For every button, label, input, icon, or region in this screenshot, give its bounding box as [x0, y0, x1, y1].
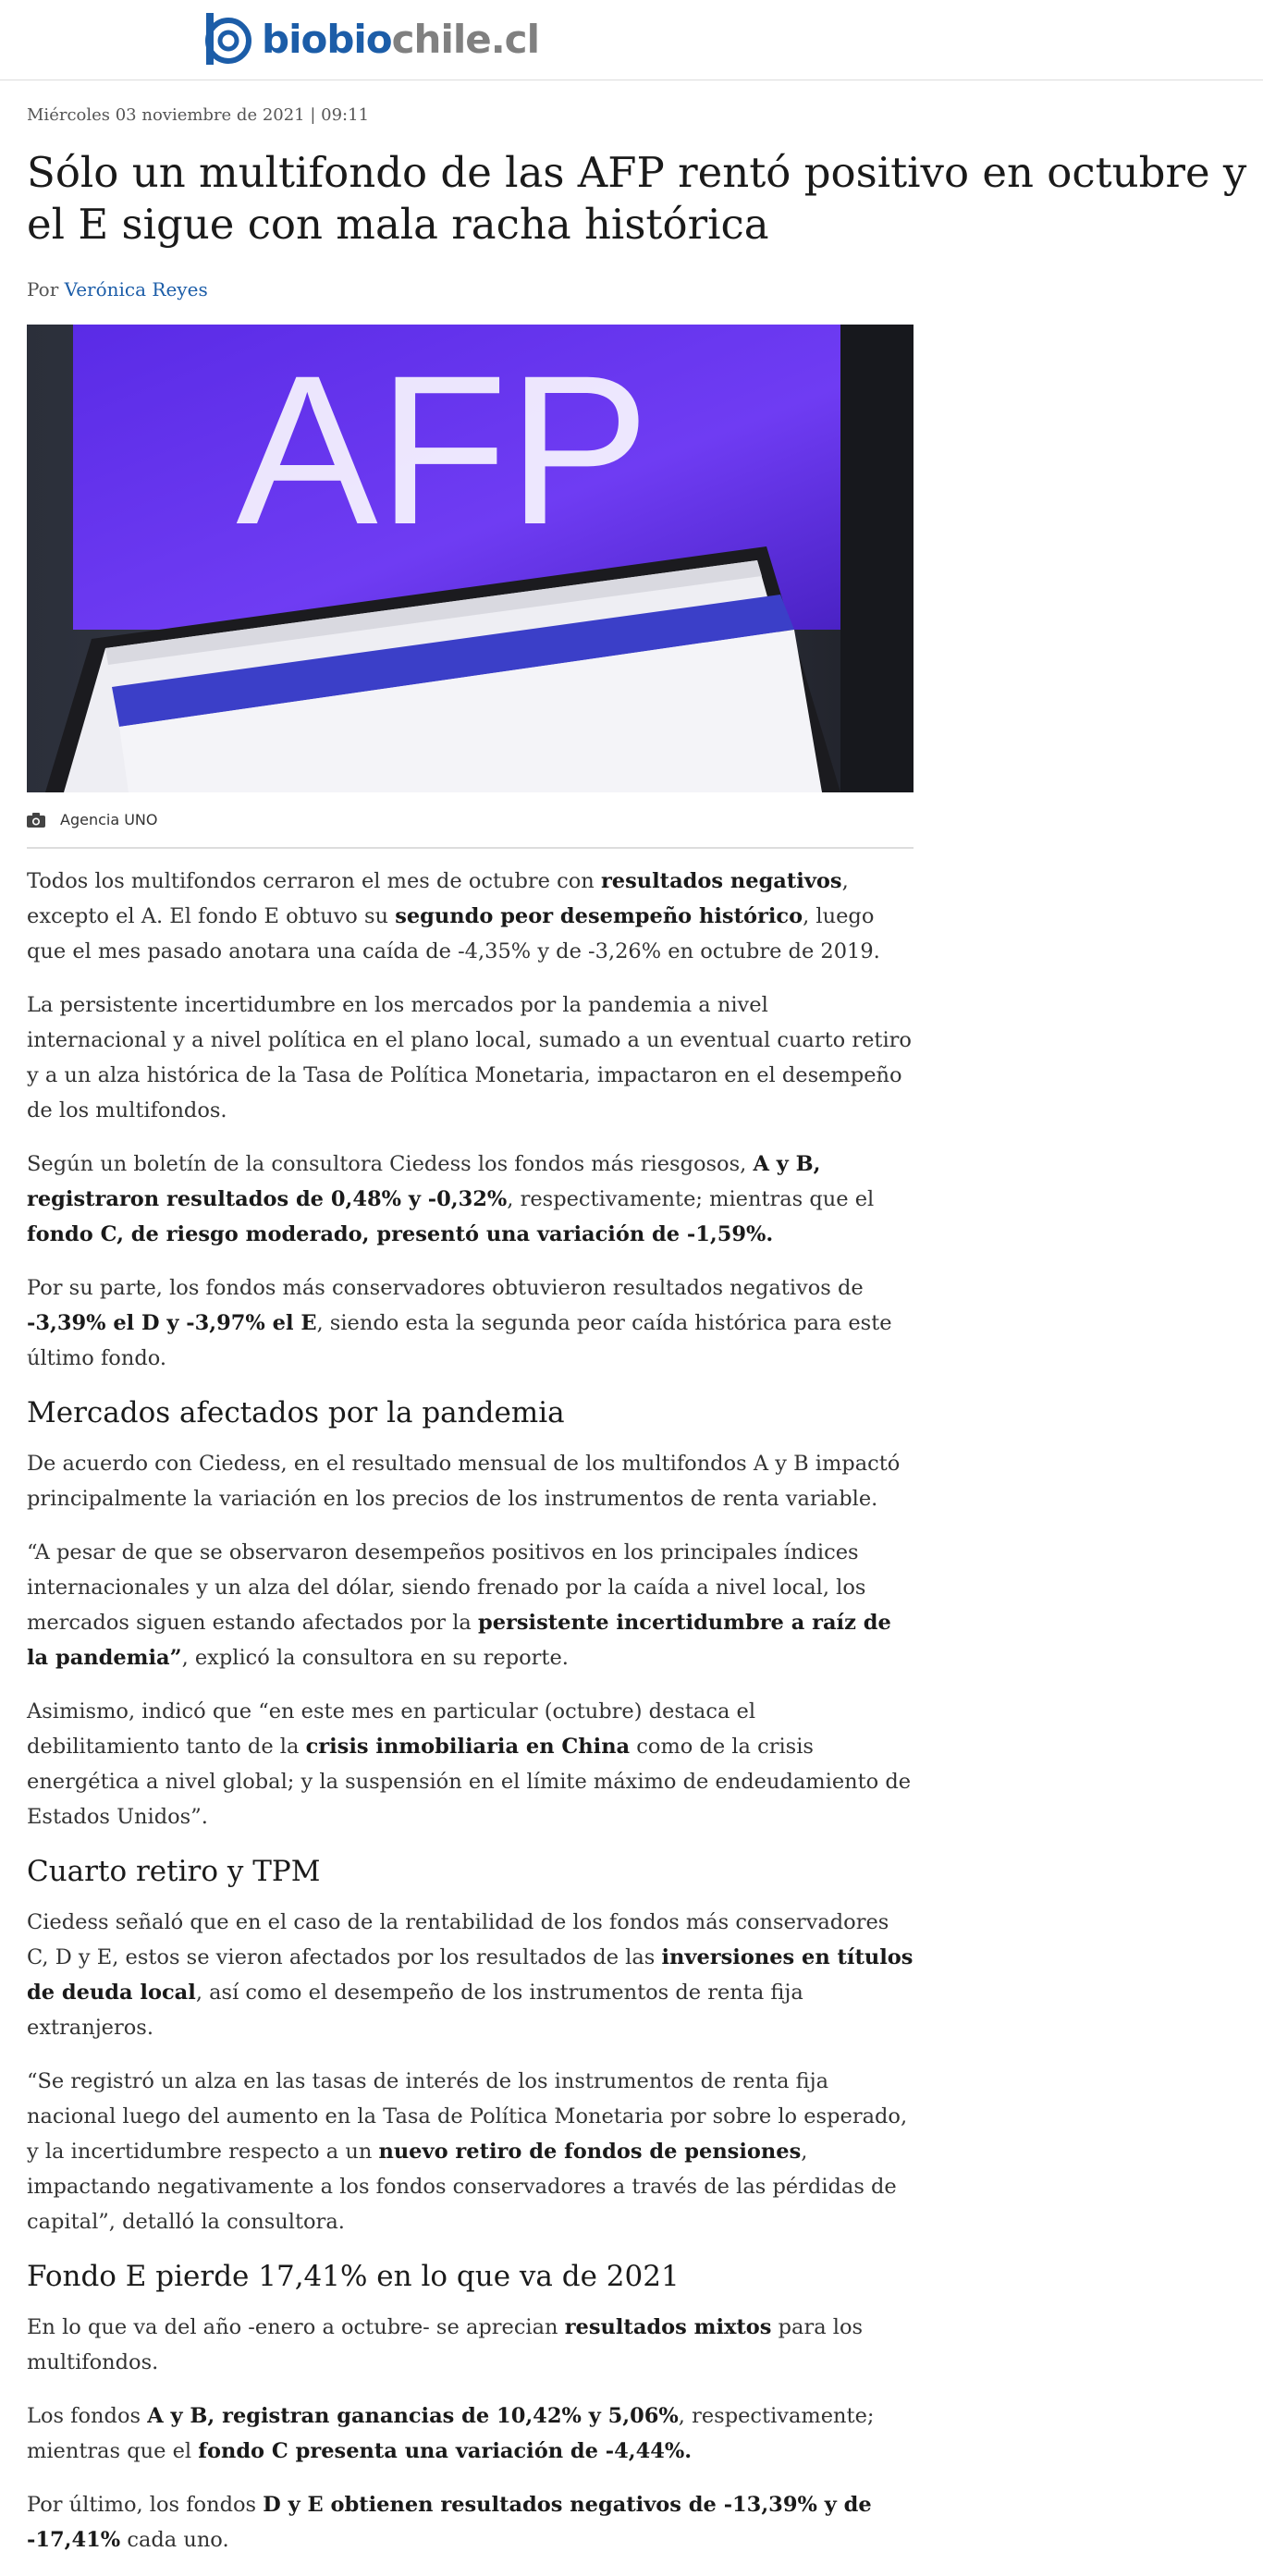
logo-wordmark: biobiochile.cl	[262, 17, 539, 62]
site-header	[0, 0, 1263, 80]
byline-prefix: Por	[27, 278, 59, 301]
paragraph: “A pesar de que se observaron desempeños positivos en los principales índices internacionales y un alza del dólar, siendo frenado por la caída a nivel local, los mercados siguen estando afectados por la persistente incertidumbre a raíz de la pandemia”, explicó la consultora en su reporte.	[27, 1540, 891, 1670]
paragraph: “Se registró un alza en las tasas de interés de los instrumentos de renta fija nacional luego del aumento en la Tasa de Política Monetaria por sobre lo esperado, y la incertidumbre respecto a un nuevo retiro de fondos de pensiones, impactando negativamente a los fondos conservadores a través de las pérdidas de capital”, detalló la consultora.	[27, 2069, 908, 2234]
paragraph: En lo que va del año -enero a octubre- se aprecian resultados mixtos para los multifondos.	[27, 2315, 864, 2374]
article-title: Sólo un multifondo de las AFP rentó positivo en octubre y el E sigue con mala racha histórica	[27, 148, 1247, 249]
biobio-logo-icon	[199, 11, 254, 68]
section-heading: Fondo E pierde 17,41% en lo que va de 2021	[27, 2260, 680, 2293]
afp-screen-text: AFP	[236, 331, 650, 569]
paragraph: Ciedess señaló que en el caso de la rentabilidad de los fondos más conservadores C, D y E, estos se vieron afectados por los resultados de las inversiones en títulos de deuda local, así como el desempeño de los instrumentos de renta fija extranjeros.	[27, 1910, 914, 2040]
image-caption	[27, 811, 914, 849]
article-date: Miércoles 03 noviembre de 2021 | 09:11	[27, 105, 370, 125]
paragraph: La persistente incertidumbre en los mercados por la pandemia a nivel internacional y a nivel política en el plano local, sumado a un eventual cuarto retiro y a un alza histórica de la Tasa de Política Monetaria, impactaron en el desempeño de los multifondos.	[27, 993, 912, 1122]
section-heading: Mercados afectados por la pandemia	[27, 1396, 565, 1429]
author-link[interactable]: Verónica Reyes	[64, 278, 208, 301]
paragraph: Según un boletín de la consultora Ciedess los fondos más riesgosos, A y B, registraron resultados de 0,48% y -0,32%, respectivamente; mientras que el fondo C, de riesgo moderado, presentó una variación de -1,59%.	[27, 1152, 875, 1246]
article-body	[27, 864, 914, 2558]
byline	[27, 278, 1238, 301]
paragraph: Todos los multifondos cerraron el mes de octubre con resultados negativos, excepto el A. El fondo E obtuvo su segundo peor desempeño histórico, luego que el mes pasado anotara una caída de -4,35% y de -3,26% en octubre de 2019.	[27, 869, 880, 963]
site-logo[interactable]	[199, 11, 539, 68]
article	[27, 81, 1247, 2576]
paragraph: Por último, los fondos D y E obtienen resultados negativos de -13,39% y de -17,41% cada uno.	[27, 2493, 872, 2552]
afp-laptop-photo	[27, 325, 914, 792]
section-heading: Cuarto retiro y TPM	[27, 1855, 321, 1888]
paragraph: Asimismo, indicó que “en este mes en particular (octubre) destaca el debilitamiento tanto de la crisis inmobiliaria en China como de la crisis energética a nivel global; y la suspensión en el límite máximo de endeudamiento de Estados Unidos”.	[27, 1699, 912, 1829]
paragraph: Los fondos A y B, registran ganancias de 10,42% y 5,06%, respectivamente; mientras que el fondo C presenta una variación de -4,44%.	[27, 2404, 875, 2463]
paragraph: Por su parte, los fondos más conservadores obtuvieron resultados negativos de -3,39% el D y -3,97% el E, siendo esta la segunda peor caída histórica para este último fondo.	[27, 1276, 892, 1370]
hero-image	[27, 325, 914, 792]
paragraph: De acuerdo con Ciedess, en el resultado mensual de los multifondos A y B impactó principalmente la variación en los precios de los instrumentos de renta variable.	[27, 1452, 901, 1511]
camera-icon	[27, 813, 45, 828]
caption-text: Agencia UNO	[60, 811, 158, 828]
